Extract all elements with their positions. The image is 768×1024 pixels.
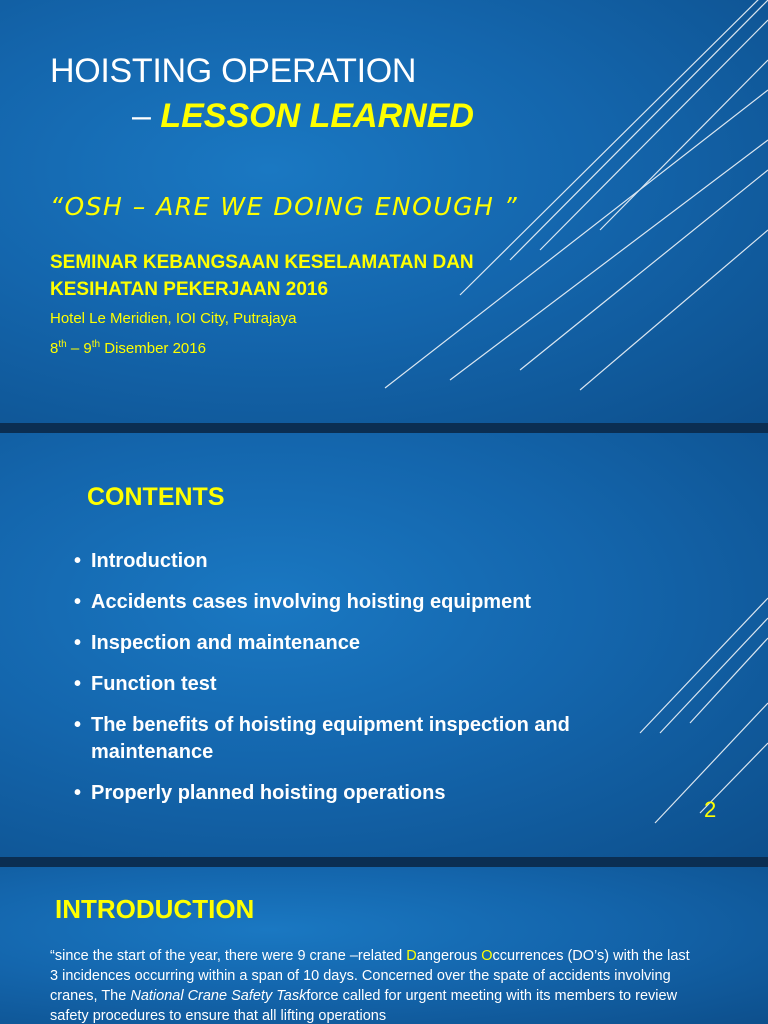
page-number: 2 — [704, 797, 717, 822]
contents-list — [74, 548, 611, 821]
list-item-text: Function test — [91, 673, 217, 695]
para-part-3: ccurrences (DO’s) with the last 3 incidences occurring within a span of 10 days. Concerned over the spate of accidents involving cranes, The — [50, 948, 690, 1004]
quote-mark: “ — [50, 948, 55, 964]
date-sup2: th — [91, 339, 101, 350]
bullet-icon: • — [74, 550, 82, 572]
bullet-icon: • — [74, 782, 82, 804]
quote: “OSH – ARE WE DOING ENOUGH ” — [50, 192, 519, 221]
list-item-text: The benefits of hoisting equipment inspection and maintenance — [91, 714, 570, 763]
title-highlight: LESSON LEARNED — [160, 97, 474, 135]
highlight-d: D — [406, 948, 417, 964]
venue: Hotel Le Meridien, IOI City, Putrajaya — [50, 310, 297, 327]
bullet-icon: • — [74, 714, 82, 736]
date-day2: 9 — [83, 340, 92, 357]
bullet-icon: • — [74, 632, 82, 654]
contents-heading: CONTENTS — [87, 483, 225, 511]
seminar-line-1: SEMINAR KEBANGSAAN KESELAMATAN DAN — [50, 252, 474, 273]
date-day1: 8 — [50, 340, 59, 357]
list-item — [74, 548, 611, 575]
introduction-slide — [0, 867, 768, 1024]
event-date — [50, 339, 206, 357]
bullet-icon: • — [74, 673, 82, 695]
para-italic: National Crane Safety Task — [130, 988, 307, 1004]
title-line-2 — [132, 97, 474, 136]
para-part-1: since the start of the year, there were 9 crane –related — [54, 948, 407, 964]
title-line-1: HOISTING OPERATION — [50, 52, 417, 90]
title-dash: – — [132, 97, 161, 135]
introduction-paragraph — [50, 946, 700, 1024]
list-item-text: Introduction — [91, 550, 208, 572]
seminar-title — [50, 249, 474, 303]
list-item-text: Accidents cases involving hoisting equipment — [91, 591, 532, 613]
list-item — [74, 780, 611, 807]
date-rest: Disember 2016 — [100, 340, 206, 357]
list-item — [74, 712, 611, 766]
list-item-text: Properly planned hoisting operations — [91, 782, 446, 804]
introduction-heading: INTRODUCTION — [55, 894, 255, 924]
bullet-icon: • — [74, 591, 82, 613]
list-item — [74, 671, 611, 698]
highlight-o: O — [481, 948, 493, 964]
title-slide — [0, 0, 768, 423]
list-item — [74, 630, 611, 657]
contents-slide — [0, 433, 768, 857]
list-item — [74, 589, 611, 616]
date-sup1: th — [58, 339, 67, 350]
para-part-2: angerous — [416, 948, 482, 964]
list-item-text: Inspection and maintenance — [91, 632, 360, 654]
date-sep: – — [66, 340, 84, 357]
para-part-4: force called for urgent meeting with its members to review safety procedures to ensure that all lifting operations — [50, 988, 678, 1024]
seminar-line-2: KESIHATAN PEKERJAAN 2016 — [50, 279, 329, 300]
